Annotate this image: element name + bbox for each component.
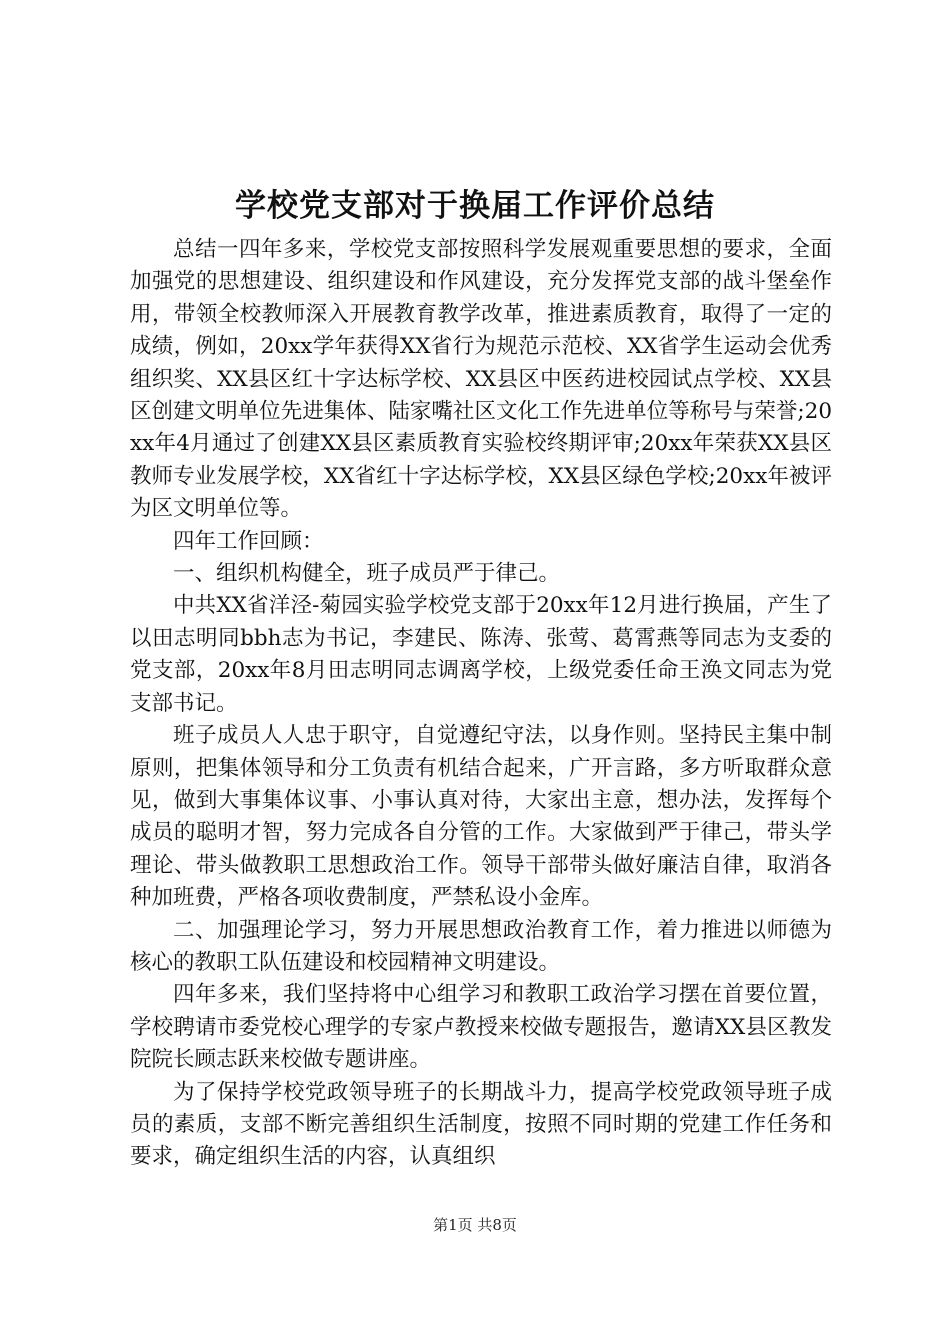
page-number-footer: 第1页 共8页 [433,1216,517,1234]
document-body [130,234,832,1174]
paragraph-section-two-heading: 二、加强理论学习，努力开展思想政治教育工作，着力推进以师德为核心的教职工队伍建设和校园精神文明建设。 [130,917,832,975]
document-title: 学校党支部对于换届工作评价总结 [235,188,715,224]
paragraph-study: 四年多来，我们坚持将中心组学习和教职工政治学习摆在首要位置，学校聘请市委党校心理学的专家卢教授来校做专题报告，邀请XX县区教发院院长顾志跃来校做专题讲座。 [130,982,832,1073]
paragraph-organization-life: 为了保持学校党政领导班子的长期战斗力，提高学校党政领导班子成员的素质，支部不断完善组织生活制度，按照不同时期的党建工作任务和要求，确定组织生活的内容，认真组织 [130,1079,832,1170]
paragraph-election: 中共XX省洋泾-菊园实验学校党支部于20xx年12月进行换届，产生了以田志明同bbh志为书记，李建民、陈涛、张莺、葛霄燕等同志为支委的党支部，20xx年8月田志明同志调离学校，上级党委任命王涣文同志为党支部书记。 [130,593,832,716]
paragraph-section-one-heading: 一、组织机构健全，班子成员严于律己。 [173,561,561,587]
paragraph-team-members: 班子成员人人忠于职守，自觉遵纪守法，以身作则。坚持民主集中制原则，把集体领导和分工负责有机结合起来，广开言路，多方听取群众意见，做到大事集体议事、小事认真对待，大家出主意，想办法，发挥每个成员的聪明才智，努力完成各自分管的工作。大家做到严于律己，带头学理论、带头做教职工思想政治工作。领导干部带头做好廉洁自律，取消各种加班费，严格各项收费制度，严禁私设小金库。 [130,723,832,911]
paragraph-review-heading: 四年工作回顾： [173,528,324,554]
paragraph-summary: 总结一四年多来，学校党支部按照科学发展观重要思想的要求，全面加强党的思想建设、组织建设和作风建设，充分发挥党支部的战斗堡垒作用，带领全校教师深入开展教育教学改革，推进素质教育，取得了一定的成绩，例如，20xx学年获得XX省行为规范示范校、XX省学生运动会优秀组织奖、XX县区红十字达标学校、XX县区中医药进校园试点学校、XX县区创建文明单位先进集体、陆家嘴社区文化工作先进单位等称号与荣誉;20xx年4月通过了创建XX县区素质教育实验校终期评审;20xx年荣获XX县区教师专业发展学校，XX省红十字达标学校，XX县区绿色学校;20xx年被评为区文明单位等。 [130,237,832,522]
